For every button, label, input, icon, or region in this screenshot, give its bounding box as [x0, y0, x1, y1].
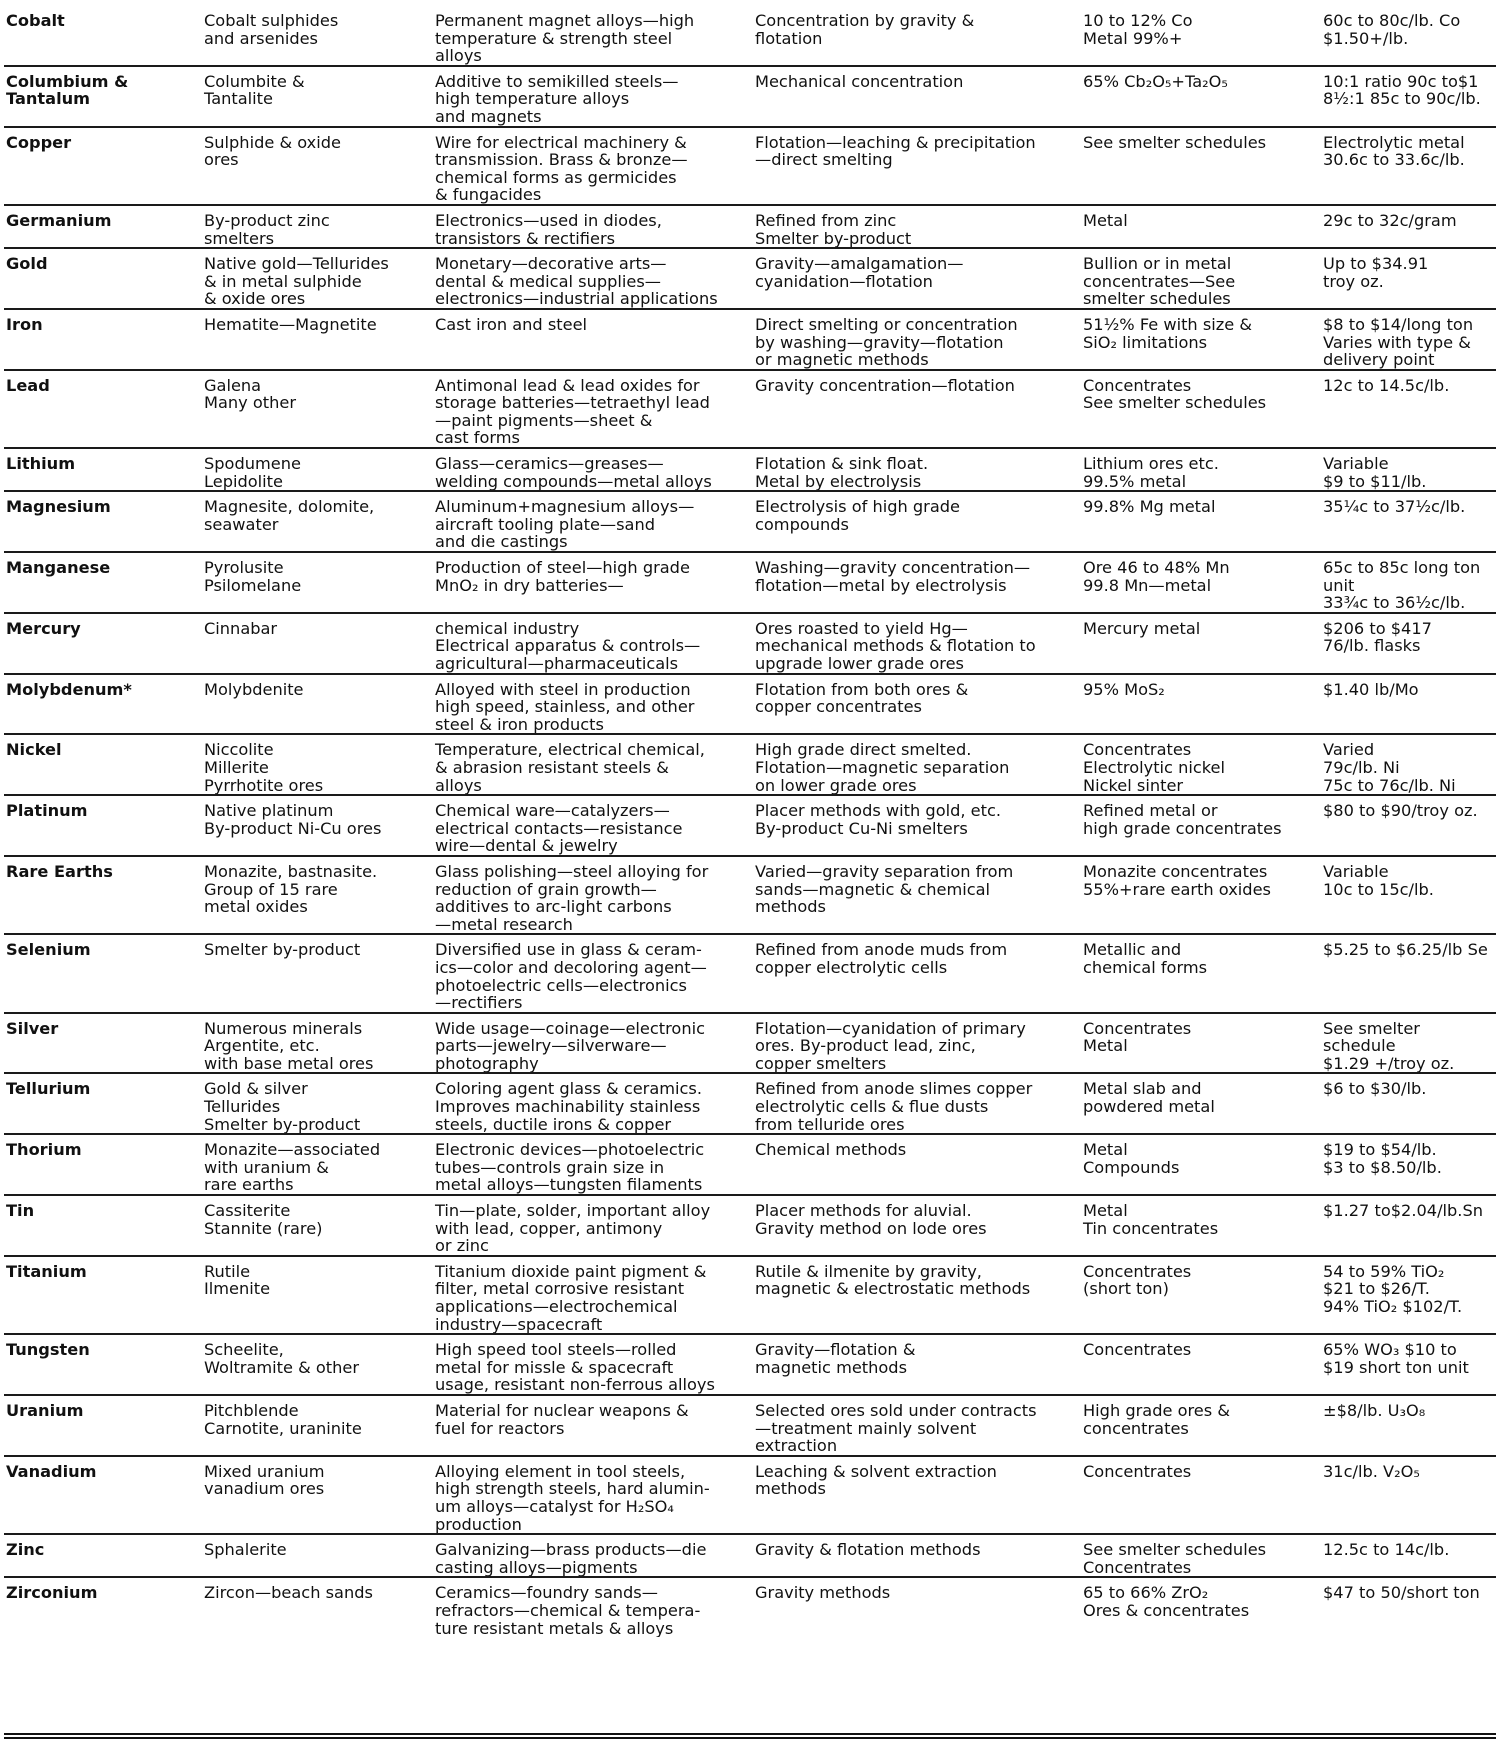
treatment-method-cell: Chemical methods — [751, 1134, 1079, 1195]
price-cell: Varied 79c/lb. Ni 75c to 76c/lb. Ni — [1319, 734, 1496, 795]
treatment-method-cell: Placer methods for aluvial. Gravity method on lode ores — [751, 1195, 1079, 1256]
marketable-product-cell: Concentrates See smelter schedules — [1079, 370, 1319, 448]
marketable-product-cell: Metal Tin concentrates — [1079, 1195, 1319, 1256]
principal-uses-cell: Monetary—decorative arts— dental & medical supplies— electronics—industrial applications — [431, 248, 751, 309]
table-row — [4, 491, 1496, 552]
principal-uses-cell: Chemical ware—catalyzers— electrical contacts—resistance wire—dental & jewelry — [431, 795, 751, 856]
marketable-product-cell: Concentrates — [1079, 1456, 1319, 1534]
table-row — [4, 370, 1496, 448]
principal-uses-cell: chemical industry Electrical apparatus & controls— agricultural—pharmaceuticals — [431, 613, 751, 674]
ore-minerals-cell: Sphalerite — [200, 1534, 431, 1577]
metal-name-cell: Magnesium — [4, 491, 200, 552]
price-cell: Up to $34.91 troy oz. — [1319, 248, 1496, 309]
table-row — [4, 552, 1496, 613]
metal-name-cell: Cobalt — [4, 6, 200, 66]
ore-minerals-cell: Spodumene Lepidolite — [200, 448, 431, 491]
price-cell: 65% WO₃ $10 to $19 short ton unit — [1319, 1334, 1496, 1395]
price-cell: $47 to 50/short ton — [1323, 1583, 1480, 1603]
price-cell: $206 to $417 76/lb. flasks — [1319, 613, 1496, 674]
marketable-product-cell: Concentrates Electrolytic nickel Nickel sinter — [1079, 734, 1319, 795]
metal-name-cell: Copper — [4, 127, 200, 205]
price-cell: $1.27 to$2.04/lb.Sn — [1319, 1195, 1496, 1256]
treatment-method-cell: Flotation—leaching & precipitation —direct smelting — [751, 127, 1079, 205]
price-cell: See smelter schedule $1.29 +/troy oz. — [1319, 1013, 1496, 1074]
price-cell: 10:1 ratio 90c to$1 8½:1 85c to 90c/lb. — [1319, 66, 1496, 127]
ore-minerals-cell: Zircon—beach sands — [204, 1583, 373, 1603]
metal-name-cell: Silver — [4, 1013, 200, 1074]
treatment-method-cell: Rutile & ilmenite by gravity, magnetic & electrostatic methods — [751, 1256, 1079, 1334]
table-row — [4, 674, 1496, 735]
metals-table — [4, 6, 1496, 1637]
ore-minerals-cell: Gold & silver Tellurides Smelter by-product — [200, 1073, 431, 1134]
table-row — [4, 309, 1496, 370]
metal-name-cell: Rare Earths — [4, 856, 200, 934]
ore-minerals-cell: Monazite, bastnasite. Group of 15 rare metal oxides — [200, 856, 431, 934]
principal-uses-cell: Diversified use in glass & ceram- ics—color and decoloring agent— photoelectric cells—electronics —rectifiers — [431, 934, 751, 1012]
principal-uses-cell: Alloying element in tool steels, high strength steels, hard alumin- um alloys—catalyst for H₂SO₄ production — [431, 1456, 751, 1534]
treatment-method-cell: Flotation & sink float. Metal by electrolysis — [751, 448, 1079, 491]
price-cell: $1.40 lb/Mo — [1319, 674, 1496, 735]
marketable-product-cell: Metal slab and powdered metal — [1079, 1073, 1319, 1134]
metal-name-cell: Uranium — [4, 1395, 200, 1456]
metal-name-cell: Nickel — [4, 734, 200, 795]
price-cell: $6 to $30/lb. — [1319, 1073, 1496, 1134]
principal-uses-cell: Alloyed with steel in production high speed, stainless, and other steel & iron products — [431, 674, 751, 735]
price-cell: ±$8/lb. U₃O₈ — [1319, 1395, 1496, 1456]
table-row — [4, 1073, 1496, 1134]
ore-minerals-cell: Cinnabar — [200, 613, 431, 674]
table-row — [4, 205, 1496, 248]
treatment-method-cell: Concentration by gravity & flotation — [751, 6, 1079, 66]
metal-name-cell: Zinc — [4, 1534, 200, 1577]
metal-name-cell: Manganese — [4, 552, 200, 613]
marketable-product-cell: High grade ores & concentrates — [1079, 1395, 1319, 1456]
metal-name-cell: Lithium — [4, 448, 200, 491]
metal-name-cell: Platinum — [4, 795, 200, 856]
principal-uses-cell: Additive to semikilled steels— high temperature alloys and magnets — [431, 66, 751, 127]
marketable-product-cell: Metal Compounds — [1079, 1134, 1319, 1195]
metal-name-cell: Tellurium — [4, 1073, 200, 1134]
table-row — [4, 613, 1496, 674]
table-row — [4, 248, 1496, 309]
treatment-method-cell: Flotation from both ores & copper concentrates — [751, 674, 1079, 735]
ore-minerals-cell: Smelter by-product — [200, 934, 431, 1012]
table-row — [4, 1334, 1496, 1395]
marketable-product-cell: 51½% Fe with size & SiO₂ limitations — [1079, 309, 1319, 370]
ore-minerals-cell: Cobalt sulphides and arsenides — [200, 6, 431, 66]
principal-uses-cell: Wide usage—coinage—electronic parts—jewelry—silverware— photography — [431, 1013, 751, 1074]
table-row — [4, 1577, 1496, 1637]
treatment-method-cell: Electrolysis of high grade compounds — [751, 491, 1079, 552]
principal-uses-cell: Antimonal lead & lead oxides for storage batteries—tetraethyl lead —paint pigments—sheet & cast forms — [431, 370, 751, 448]
metal-name-cell: Molybdenum* — [4, 674, 200, 735]
marketable-product-cell: 99.8% Mg metal — [1079, 491, 1319, 552]
principal-uses-cell: Galvanizing—brass products—die casting alloys—pigments — [431, 1534, 751, 1577]
marketable-product-cell: 65 to 66% ZrO₂ Ores & concentrates — [1083, 1583, 1250, 1620]
price-cell: $8 to $14/long ton Varies with type & delivery point — [1319, 309, 1496, 370]
principal-uses-cell: Ceramics—foundry sands— refractors—chemical & tempera- ture resistant metals & alloys — [435, 1583, 701, 1638]
treatment-method-cell: Placer methods with gold, etc. By-product Cu-Ni smelters — [751, 795, 1079, 856]
table-row — [4, 1195, 1496, 1256]
table-row — [4, 734, 1496, 795]
treatment-method-cell: Refined from anode slimes copper electrolytic cells & flue dusts from telluride ores — [751, 1073, 1079, 1134]
marketable-product-cell: Ore 46 to 48% Mn 99.8 Mn—metal — [1079, 552, 1319, 613]
ore-minerals-cell: Pitchblende Carnotite, uraninite — [200, 1395, 431, 1456]
metal-name-cell: Vanadium — [4, 1456, 200, 1534]
ore-minerals-cell: Numerous minerals Argentite, etc. with base metal ores — [200, 1013, 431, 1074]
principal-uses-cell: Glass polishing—steel alloying for reduction of grain growth— additives to arc-light carbons —metal research — [431, 856, 751, 934]
ore-minerals-cell: Galena Many other — [200, 370, 431, 448]
marketable-product-cell: Concentrates — [1079, 1334, 1319, 1395]
treatment-method-cell: Gravity—amalgamation— cyanidation—flotation — [751, 248, 1079, 309]
marketable-product-cell: See smelter schedules — [1079, 127, 1319, 205]
marketable-product-cell: 10 to 12% Co Metal 99%+ — [1079, 6, 1319, 66]
ore-minerals-cell: Scheelite, Woltramite & other — [200, 1334, 431, 1395]
metal-name-cell: Gold — [4, 248, 200, 309]
price-cell: 65c to 85c long ton unit 33¾c to 36½c/lb. — [1319, 552, 1496, 613]
ore-minerals-cell: Mixed uranium vanadium ores — [200, 1456, 431, 1534]
table-row — [4, 795, 1496, 856]
treatment-method-cell: Gravity—flotation & magnetic methods — [751, 1334, 1079, 1395]
metal-name-cell: Columbium & Tantalum — [4, 66, 200, 127]
price-cell: 54 to 59% TiO₂ $21 to $26/T. 94% TiO₂ $102/T. — [1319, 1256, 1496, 1334]
metal-name-cell: Zirconium — [6, 1583, 98, 1603]
principal-uses-cell: Aluminum+magnesium alloys— aircraft tooling plate—sand and die castings — [431, 491, 751, 552]
treatment-method-cell: Washing—gravity concentration— flotation—metal by electrolysis — [751, 552, 1079, 613]
end-rule — [4, 1733, 1496, 1735]
principal-uses-cell: Tin—plate, solder, important alloy with lead, copper, antimony or zinc — [431, 1195, 751, 1256]
table-row — [4, 934, 1496, 1012]
table-row — [4, 1534, 1496, 1577]
treatment-method-cell: Refined from anode muds from copper electrolytic cells — [751, 934, 1079, 1012]
principal-uses-cell: Wire for electrical machinery & transmission. Brass & bronze— chemical forms as germicides & fungacides — [431, 127, 751, 205]
metal-name-cell: Tungsten — [4, 1334, 200, 1395]
treatment-method-cell: Gravity & flotation methods — [751, 1534, 1079, 1577]
treatment-method-cell: Mechanical concentration — [751, 66, 1079, 127]
metal-name-cell: Selenium — [4, 934, 200, 1012]
table-row — [4, 1256, 1496, 1334]
ore-minerals-cell: Niccolite Millerite Pyrrhotite ores — [200, 734, 431, 795]
ore-minerals-cell: Monazite—associated with uranium & rare earths — [200, 1134, 431, 1195]
ore-minerals-cell: Pyrolusite Psilomelane — [200, 552, 431, 613]
marketable-product-cell: Lithium ores etc. 99.5% metal — [1079, 448, 1319, 491]
treatment-method-cell: Gravity concentration—flotation — [751, 370, 1079, 448]
treatment-method-cell: Direct smelting or concentration by washing—gravity—flotation or magnetic methods — [751, 309, 1079, 370]
ore-minerals-cell: By-product zinc smelters — [200, 205, 431, 248]
treatment-method-cell: Varied—gravity separation from sands—magnetic & chemical methods — [751, 856, 1079, 934]
table-row — [4, 448, 1496, 491]
price-cell: 35¼c to 37½c/lb. — [1319, 491, 1496, 552]
principal-uses-cell: Cast iron and steel — [431, 309, 751, 370]
ore-minerals-cell: Molybdenite — [200, 674, 431, 735]
ore-minerals-cell: Sulphide & oxide ores — [200, 127, 431, 205]
price-cell: Variable 10c to 15c/lb. — [1319, 856, 1496, 934]
ore-minerals-cell: Columbite & Tantalite — [200, 66, 431, 127]
marketable-product-cell: See smelter schedules Concentrates — [1079, 1534, 1319, 1577]
price-cell: $5.25 to $6.25/lb Se — [1319, 934, 1496, 1012]
marketable-product-cell: 95% MoS₂ — [1079, 674, 1319, 735]
table-row — [4, 1134, 1496, 1195]
marketable-product-cell: Concentrates Metal — [1079, 1013, 1319, 1074]
metals-table-body — [4, 6, 1496, 1637]
principal-uses-cell: Glass—ceramics—greases— welding compounds—metal alloys — [431, 448, 751, 491]
principal-uses-cell: High speed tool steels—rolled metal for missle & spacecraft usage, resistant non-ferrous alloys — [431, 1334, 751, 1395]
marketable-product-cell: Concentrates (short ton) — [1079, 1256, 1319, 1334]
table-row — [4, 856, 1496, 934]
price-cell: 60c to 80c/lb. Co $1.50+/lb. — [1319, 6, 1496, 66]
marketable-product-cell: Bullion or in metal concentrates—See smelter schedules — [1079, 248, 1319, 309]
table-row — [4, 66, 1496, 127]
price-cell: Electrolytic metal 30.6c to 33.6c/lb. — [1319, 127, 1496, 205]
marketable-product-cell: Mercury metal — [1079, 613, 1319, 674]
metal-name-cell: Germanium — [4, 205, 200, 248]
ore-minerals-cell: Magnesite, dolomite, seawater — [200, 491, 431, 552]
ore-minerals-cell: Native gold—Tellurides & in metal sulphide & oxide ores — [200, 248, 431, 309]
treatment-method-cell: Gravity methods — [755, 1583, 891, 1603]
treatment-method-cell: Refined from zinc Smelter by-product — [751, 205, 1079, 248]
table-row — [4, 6, 1496, 66]
marketable-product-cell: Refined metal or high grade concentrates — [1079, 795, 1319, 856]
ore-minerals-cell: Hematite—Magnetite — [200, 309, 431, 370]
principal-uses-cell: Titanium dioxide paint pigment & filter, metal corrosive resistant applications—electrochemical industry—spacecraft — [431, 1256, 751, 1334]
price-cell: 12.5c to 14c/lb. — [1319, 1534, 1496, 1577]
marketable-product-cell: Metal — [1079, 205, 1319, 248]
principal-uses-cell: Coloring agent glass & ceramics. Improves machinability stainless steels, ductile irons & copper — [431, 1073, 751, 1134]
metals-table-page — [4, 6, 1496, 1739]
principal-uses-cell: Production of steel—high grade MnO₂ in dry batteries— — [431, 552, 751, 613]
price-cell: $19 to $54/lb. $3 to $8.50/lb. — [1319, 1134, 1496, 1195]
ore-minerals-cell: Rutile Ilmenite — [200, 1256, 431, 1334]
table-row — [4, 1013, 1496, 1074]
price-cell: Variable $9 to $11/lb. — [1319, 448, 1496, 491]
treatment-method-cell: Flotation—cyanidation of primary ores. By-product lead, zinc, copper smelters — [751, 1013, 1079, 1074]
principal-uses-cell: Temperature, electrical chemical, & abrasion resistant steels & alloys — [431, 734, 751, 795]
treatment-method-cell: Ores roasted to yield Hg— mechanical methods & flotation to upgrade lower grade ores — [751, 613, 1079, 674]
principal-uses-cell: Permanent magnet alloys—high temperature & strength steel alloys — [431, 6, 751, 66]
ore-minerals-cell: Cassiterite Stannite (rare) — [200, 1195, 431, 1256]
marketable-product-cell: Monazite concentrates 55%+rare earth oxides — [1079, 856, 1319, 934]
metal-name-cell: Lead — [4, 370, 200, 448]
table-row — [4, 1395, 1496, 1456]
metal-name-cell: Mercury — [4, 613, 200, 674]
treatment-method-cell: High grade direct smelted. Flotation—magnetic separation on lower grade ores — [751, 734, 1079, 795]
price-cell: 31c/lb. V₂O₅ — [1319, 1456, 1496, 1534]
metal-name-cell: Titanium — [4, 1256, 200, 1334]
price-cell: 29c to 32c/gram — [1319, 205, 1496, 248]
marketable-product-cell: Metallic and chemical forms — [1079, 934, 1319, 1012]
metal-name-cell: Tin — [4, 1195, 200, 1256]
metal-name-cell: Iron — [4, 309, 200, 370]
table-row — [4, 127, 1496, 205]
table-row — [4, 1456, 1496, 1534]
ore-minerals-cell: Native platinum By-product Ni-Cu ores — [200, 795, 431, 856]
principal-uses-cell: Electronics—used in diodes, transistors & rectifiers — [431, 205, 751, 248]
metal-name-cell: Thorium — [4, 1134, 200, 1195]
principal-uses-cell: Material for nuclear weapons & fuel for reactors — [431, 1395, 751, 1456]
treatment-method-cell: Leaching & solvent extraction methods — [751, 1456, 1079, 1534]
price-cell: 12c to 14.5c/lb. — [1319, 370, 1496, 448]
principal-uses-cell: Electronic devices—photoelectric tubes—controls grain size in metal alloys—tungsten filaments — [431, 1134, 751, 1195]
treatment-method-cell: Selected ores sold under contracts —treatment mainly solvent extraction — [751, 1395, 1079, 1456]
price-cell: $80 to $90/troy oz. — [1319, 795, 1496, 856]
end-rule-double — [4, 1737, 1496, 1739]
marketable-product-cell: 65% Cb₂O₅+Ta₂O₅ — [1079, 66, 1319, 127]
